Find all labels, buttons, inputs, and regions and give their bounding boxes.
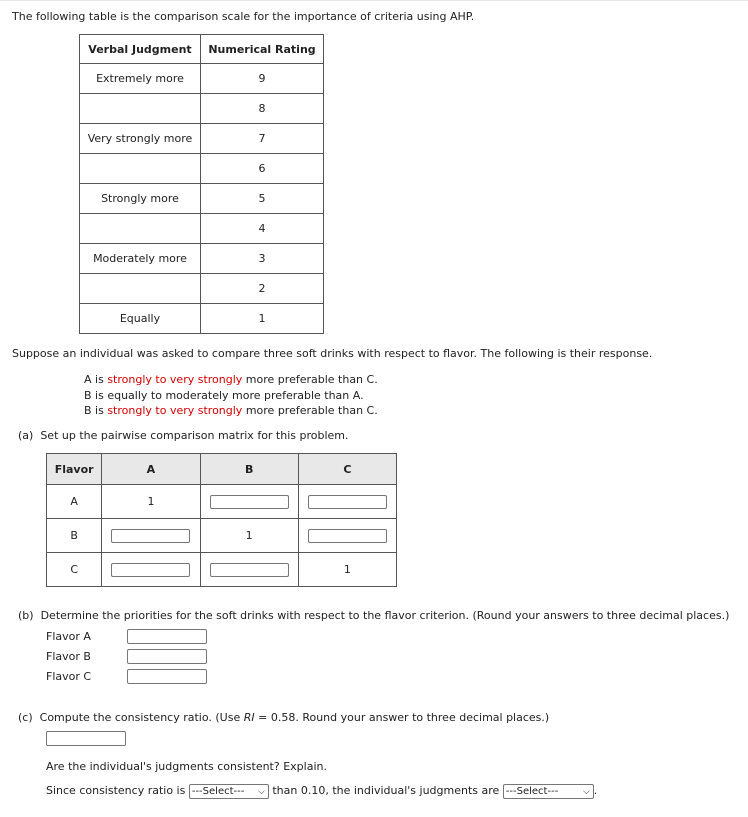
matrix-row-b bbox=[47, 519, 397, 553]
ac-input[interactable] bbox=[308, 495, 387, 509]
scale-rating: 5 bbox=[201, 184, 324, 214]
scale-verbal: Moderately more bbox=[80, 244, 201, 274]
top-divider bbox=[0, 0, 748, 1]
part-a-label: (a) bbox=[18, 429, 34, 442]
response-text: more preferable than C. bbox=[242, 373, 378, 386]
comparison-select-value: ---Select--- bbox=[191, 785, 245, 797]
part-c-text-post: = 0.58. Round your answer to three decimal places.) bbox=[254, 711, 550, 724]
matrix-cell bbox=[102, 519, 200, 553]
ahp-scale-table bbox=[79, 34, 324, 334]
ri-label: RI bbox=[243, 711, 255, 724]
scale-header-verbal: Verbal Judgment bbox=[80, 35, 201, 64]
pairwise-matrix bbox=[46, 453, 397, 587]
scale-verbal bbox=[80, 154, 201, 184]
scale-verbal bbox=[80, 214, 201, 244]
scale-row bbox=[80, 214, 324, 244]
response-text: more preferable than C. bbox=[242, 404, 378, 417]
conclusion-sentence bbox=[46, 783, 597, 799]
matrix-cell bbox=[102, 553, 200, 587]
part-b-label: (b) bbox=[18, 609, 34, 622]
response-text: A is bbox=[84, 373, 108, 386]
scale-verbal bbox=[80, 274, 201, 304]
matrix-row-label: C bbox=[47, 553, 102, 587]
scale-header-rating: Numerical Rating bbox=[201, 35, 324, 64]
scale-row bbox=[80, 64, 324, 94]
matrix-diag: 1 bbox=[298, 553, 396, 587]
consistency-select-value: ---Select--- bbox=[505, 785, 559, 797]
matrix-header-c: C bbox=[298, 454, 396, 485]
matrix-row-label: B bbox=[47, 519, 102, 553]
response-text: B is bbox=[84, 404, 108, 417]
flavor-a-priority-input[interactable] bbox=[127, 629, 207, 644]
part-c bbox=[18, 711, 549, 724]
sentence-mid: than 0.10, the individual's judgments are bbox=[272, 784, 500, 797]
ba-input[interactable] bbox=[111, 529, 190, 543]
part-a bbox=[18, 429, 349, 442]
response-text: B is equally to moderately more preferable than A. bbox=[84, 388, 364, 402]
part-b bbox=[18, 609, 729, 622]
scale-row bbox=[80, 124, 324, 154]
scale-verbal: Strongly more bbox=[80, 184, 201, 214]
chevron-down-icon: ⌵ bbox=[258, 786, 265, 797]
scale-row bbox=[80, 244, 324, 274]
flavor-c-label: Flavor C bbox=[46, 670, 92, 683]
matrix-cell bbox=[200, 553, 298, 587]
comparison-select[interactable] bbox=[189, 784, 269, 799]
matrix-cell bbox=[298, 519, 396, 553]
scale-rating: 2 bbox=[201, 274, 324, 304]
matrix-cell bbox=[298, 485, 396, 519]
response-highlight: strongly to very strongly bbox=[107, 404, 243, 417]
matrix-cell bbox=[200, 485, 298, 519]
flavor-b-label: Flavor B bbox=[46, 650, 91, 663]
part-c-text-pre: Compute the consistency ratio. (Use bbox=[39, 711, 244, 724]
scale-row bbox=[80, 304, 324, 334]
scale-verbal bbox=[80, 94, 201, 124]
scale-row bbox=[80, 184, 324, 214]
scale-row bbox=[80, 154, 324, 184]
response-line bbox=[84, 388, 378, 404]
flavor-c-priority-input[interactable] bbox=[127, 669, 207, 684]
scale-rating: 8 bbox=[201, 94, 324, 124]
ca-input[interactable] bbox=[111, 563, 190, 577]
scale-verbal: Equally bbox=[80, 304, 201, 334]
matrix-diag: 1 bbox=[200, 519, 298, 553]
matrix-row-label: A bbox=[47, 485, 102, 519]
flavor-b-priority-input[interactable] bbox=[127, 649, 207, 664]
scale-rating: 7 bbox=[201, 124, 324, 154]
scale-verbal: Extremely more bbox=[80, 64, 201, 94]
scale-rating: 9 bbox=[201, 64, 324, 94]
chevron-down-icon: ⌵ bbox=[582, 786, 590, 797]
scale-rating: 6 bbox=[201, 154, 324, 184]
matrix-diag: 1 bbox=[102, 485, 200, 519]
ab-input[interactable] bbox=[210, 495, 289, 509]
part-c-label: (c) bbox=[18, 711, 33, 724]
scenario-text: Suppose an individual was asked to compare three soft drinks with respect to flavor. The following is their response. bbox=[12, 347, 653, 360]
consistency-select[interactable] bbox=[503, 784, 594, 799]
matrix-header-a: A bbox=[102, 454, 200, 485]
sentence-pre: Since consistency ratio is bbox=[46, 784, 186, 797]
scale-rating: 1 bbox=[201, 304, 324, 334]
matrix-row-c bbox=[47, 553, 397, 587]
scale-rating: 4 bbox=[201, 214, 324, 244]
part-b-text: Determine the priorities for the soft drinks with respect to the flavor criterion. (Round your answers to three decimal places.) bbox=[40, 609, 730, 622]
scale-row bbox=[80, 94, 324, 124]
response-highlight: strongly to very strongly bbox=[107, 373, 243, 386]
consistency-question: Are the individual's judgments consistent? Explain. bbox=[46, 760, 327, 773]
scale-row bbox=[80, 274, 324, 304]
scale-verbal: Very strongly more bbox=[80, 124, 201, 154]
consistency-ratio-input[interactable] bbox=[46, 731, 126, 746]
part-a-text: Set up the pairwise comparison matrix for this problem. bbox=[40, 429, 349, 442]
response-line bbox=[84, 403, 378, 419]
matrix-header-b: B bbox=[200, 454, 298, 485]
flavor-a-label: Flavor A bbox=[46, 630, 91, 643]
intro-text: The following table is the comparison scale for the importance of criteria using AHP. bbox=[12, 10, 475, 23]
cb-input[interactable] bbox=[210, 563, 289, 577]
scale-rating: 3 bbox=[201, 244, 324, 274]
matrix-row-a bbox=[47, 485, 397, 519]
responses-block bbox=[84, 372, 378, 419]
bc-input[interactable] bbox=[308, 529, 387, 543]
matrix-header-flavor: Flavor bbox=[47, 454, 102, 485]
response-line bbox=[84, 372, 378, 388]
sentence-end: . bbox=[593, 784, 598, 797]
